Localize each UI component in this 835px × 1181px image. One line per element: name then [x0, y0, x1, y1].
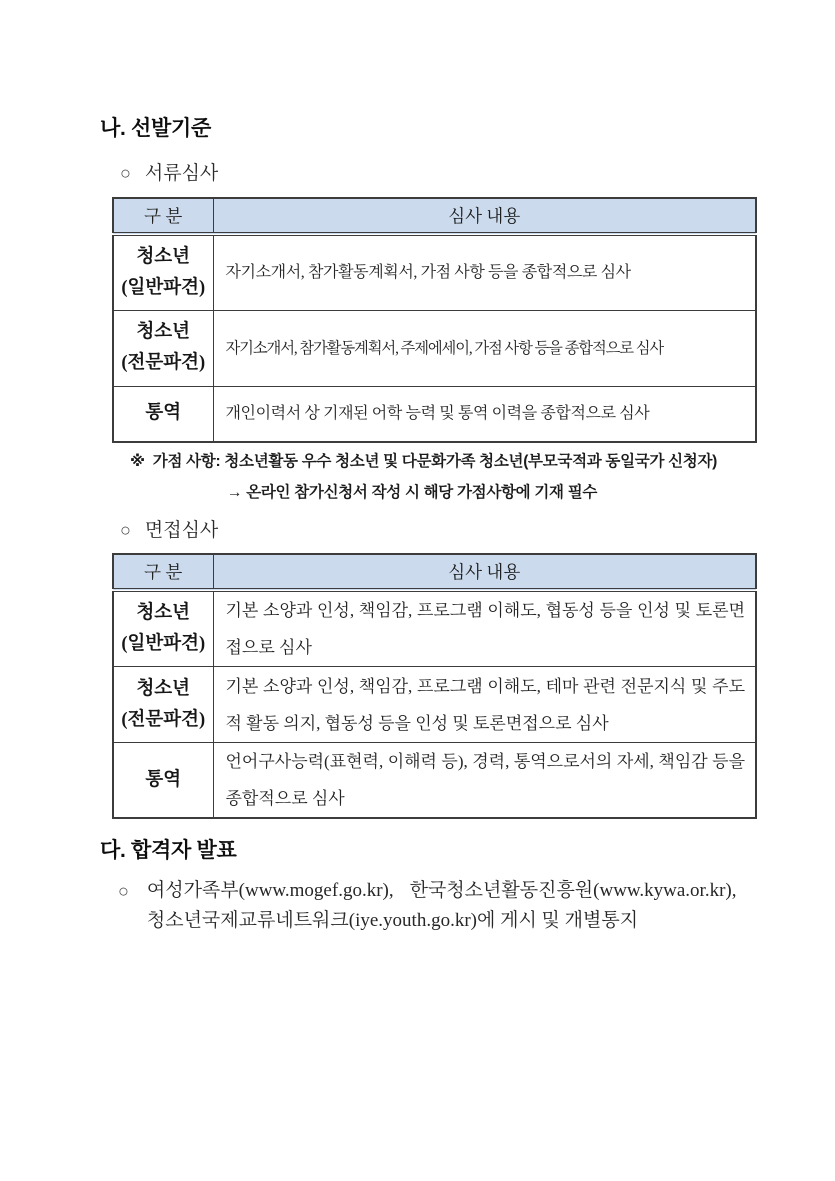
announcement-line1 [147, 880, 737, 901]
interview-screening-table [112, 553, 757, 819]
announcement-line2 [147, 910, 638, 931]
category-line2: (일반파견) [121, 634, 206, 654]
table-row [113, 386, 756, 442]
category-cell [113, 667, 213, 743]
header-cell-category: 구 분 [113, 554, 213, 590]
site-kywa: 한국청소년활동진흥원(www.kywa.or.kr), [409, 880, 737, 901]
category-line1: 청소년 [136, 603, 191, 623]
site-iye: 청소년국제교류네트워크(iye.youth.go.kr)에 게시 및 개별통지 [146, 910, 639, 931]
subsection-document-screening [120, 158, 218, 185]
category-line1: 통역 [145, 403, 182, 424]
category-line2: (일반파견) [121, 277, 206, 298]
note-bold-text: 필수 [567, 484, 598, 501]
content-cell: 자기소개서, 참가활동계획서, 가점 사항 등을 종합적으로 심사 [213, 234, 756, 310]
category-cell [113, 590, 213, 667]
content-cell: 기본 소양과 인성, 책임감, 프로그램 이해도, 테마 관련 전문지식 및 주도적 활동 의지, 협동성 등을 인성 및 토론면접으로 심사 [213, 667, 756, 743]
table-header-row [113, 554, 756, 590]
table-row [113, 743, 756, 819]
circle-bullet-icon: ○ [120, 163, 131, 183]
subsection-title: 서류심사 [144, 163, 219, 184]
subsection-title: 면접심사 [144, 520, 219, 541]
header-cell-content: 심사 내용 [213, 554, 756, 590]
note-text: 청소년 및 다문화가족 청소년(부모국적과 동일국가 신청자) [331, 453, 718, 470]
category-line2: (전문파견) [121, 709, 206, 730]
header-cell-category: 구 분 [113, 198, 213, 234]
table-row [113, 234, 756, 310]
category-line1: 청소년 [136, 678, 191, 699]
content-cell: 언어구사능력(표현력, 이해력 등), 경력, 통역으로서의 자세, 책임감 등을 종합적으로 심사 [213, 743, 756, 819]
category-cell [113, 310, 213, 386]
header-cell-content: 심사 내용 [213, 198, 756, 234]
category-line1: 청소년 [136, 322, 191, 342]
subsection-interview-screening [120, 515, 218, 542]
category-line1: 통역 [145, 769, 182, 790]
note-text: 온라인 참가신청서 작성 시 해당 가점사항에 기재 [242, 484, 568, 501]
content-cell: 자기소개서, 참가활동계획서, 주제에세이, 가점 사항 등을 종합적으로 심사 [213, 310, 756, 386]
bonus-note-line2 [227, 480, 597, 502]
note-text: 가점 사항: 청소년활동 [152, 453, 302, 470]
category-cell [113, 234, 213, 310]
note-bold-text: 우수 [301, 453, 332, 470]
bonus-note-line1 [130, 449, 717, 471]
site-mogef: 여성가족부(www.mogef.go.kr), [146, 880, 394, 901]
content-cell: 기본 소양과 인성, 책임감, 프로그램 이해도, 협동성 등을 인성 및 토론면접으로 심사 [213, 590, 756, 667]
category-cell [113, 386, 213, 442]
announcement-paragraph [118, 876, 765, 936]
announcement-lines [147, 876, 765, 936]
table-row [113, 310, 756, 386]
category-line1: 청소년 [136, 246, 191, 267]
section-heading-selection-criteria: 나. 선발기준 [100, 117, 211, 140]
document-screening-table [112, 197, 757, 443]
table-header-row [113, 198, 756, 234]
reference-mark-icon: ※ [130, 453, 145, 470]
table-row [113, 667, 756, 743]
circle-bullet-icon: ○ [120, 520, 131, 540]
section-heading-announcement: 다. 합격자 발표 [100, 839, 237, 862]
category-cell [113, 743, 213, 819]
arrow-right-icon: → [227, 484, 243, 501]
table-row [113, 590, 756, 667]
circle-bullet-icon: ○ [118, 881, 129, 901]
content-cell: 개인이력서 상 기재된 어학 능력 및 통역 이력을 종합적으로 심사 [213, 386, 756, 442]
category-line2: (전문파견) [121, 353, 206, 373]
